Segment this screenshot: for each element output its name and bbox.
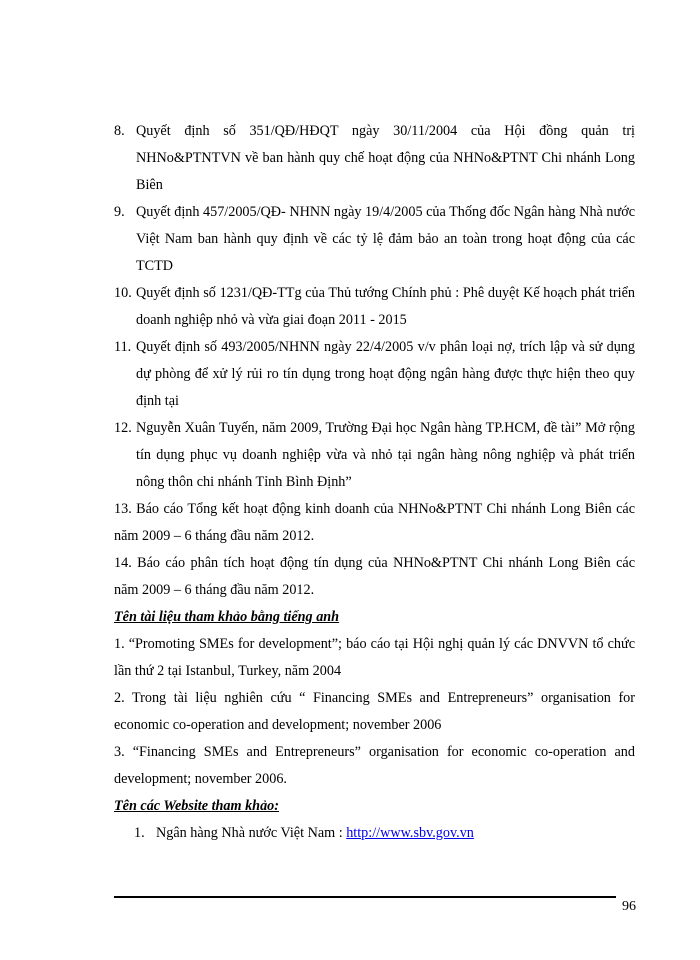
reference-item-9 bbox=[114, 199, 635, 280]
reference-text: Quyết định 457/2005/QĐ- NHNN ngày 19/4/2005 của Thống đốc Ngân hàng Nhà nước Việt Nam ban hành quy định về các tỷ lệ đảm bảo an toàn trong hoạt động của các TCTD bbox=[136, 204, 635, 274]
reference-list bbox=[114, 118, 635, 847]
reference-text: Quyết định số 351/QĐ/HĐQT ngày 30/11/2004 của Hội đồng quản trị NHNo&PTNTVN về ban hành quy chế hoạt động của NHNo&PTNT Chi nhánh Long Biên bbox=[136, 123, 635, 193]
reference-number: 2. bbox=[114, 690, 125, 706]
english-references-heading: Tên tài liệu tham khảo bằng tiếng anh bbox=[114, 609, 340, 625]
reference-item-11 bbox=[114, 334, 635, 415]
reference-item-12 bbox=[114, 415, 635, 496]
reference-number: 13. bbox=[114, 501, 132, 517]
reference-number: 12. bbox=[114, 420, 132, 436]
reference-number: 8. bbox=[114, 123, 125, 139]
reference-item-13 bbox=[114, 496, 635, 550]
reference-text: Quyết định số 1231/QĐ-TTg của Thủ tướng Chính phủ : Phê duyệt Kế hoạch phát triển doanh nghiệp nhỏ và vừa giai đoạn 2011 - 2015 bbox=[136, 285, 635, 328]
reference-text: Nguyễn Xuân Tuyến, năm 2009, Trường Đại học Ngân hàng TP.HCM, đề tài” Mở rộng tín dụng phục vụ doanh nghiệp vừa và nhỏ tại ngân hàng nông nghiệp và phát triển nông thôn chi nhánh Tỉnh Bình Định” bbox=[136, 420, 635, 490]
reference-text: “Financing SMEs and Entrepreneurs” organisation for economic co-operation and development; november 2006. bbox=[114, 744, 635, 787]
reference-number: 9. bbox=[114, 204, 125, 220]
reference-text: Quyết định số 493/2005/NHNN ngày 22/4/2005 v/v phân loại nợ, trích lập và sử dụng dự phòng để xử lý rủi ro tín dụng trong hoạt động ngân hàng được thực hiện theo quy định tại bbox=[136, 339, 635, 409]
reference-item-14 bbox=[114, 550, 635, 604]
english-reference-item-2 bbox=[114, 685, 635, 739]
reference-number: 11. bbox=[114, 339, 132, 355]
footer-divider bbox=[114, 896, 616, 898]
reference-number: 10. bbox=[114, 285, 132, 301]
website-label: Ngân hàng Nhà nước Việt Nam : bbox=[156, 825, 347, 841]
website-number: 1. bbox=[134, 825, 145, 841]
reference-text: Báo cáo Tổng kết hoạt động kinh doanh của NHNo&PTNT Chi nhánh Long Biên các năm 2009 – 6 tháng đầu năm 2012. bbox=[114, 501, 635, 544]
english-reference-item-3 bbox=[114, 739, 635, 793]
reference-number: 14. bbox=[114, 555, 132, 571]
reference-item-10 bbox=[114, 280, 635, 334]
english-reference-item-1 bbox=[114, 631, 635, 685]
reference-text: “Promoting SMEs for development”; báo cáo tại Hội nghị quản lý các DNVVN tổ chức lần thứ 2 tại Istanbul, Turkey, năm 2004 bbox=[114, 636, 635, 679]
reference-item-8 bbox=[114, 118, 635, 199]
reference-number: 3. bbox=[114, 744, 125, 760]
page-number: 96 bbox=[622, 899, 636, 914]
reference-text: Trong tài liệu nghiên cứu “ Financing SMEs and Entrepreneurs” organisation for economic co-operation and development; november 2006 bbox=[114, 690, 635, 733]
reference-number: 1. bbox=[114, 636, 125, 652]
reference-text: Báo cáo phân tích hoạt động tín dụng của NHNo&PTNT Chi nhánh Long Biên các năm 2009 – 6 tháng đầu năm 2012. bbox=[114, 555, 636, 598]
website-item-1 bbox=[114, 820, 635, 847]
sbv-website-link[interactable]: http://www.sbv.gov.vn bbox=[346, 825, 474, 841]
websites-heading: Tên các Website tham khảo: bbox=[114, 798, 279, 814]
